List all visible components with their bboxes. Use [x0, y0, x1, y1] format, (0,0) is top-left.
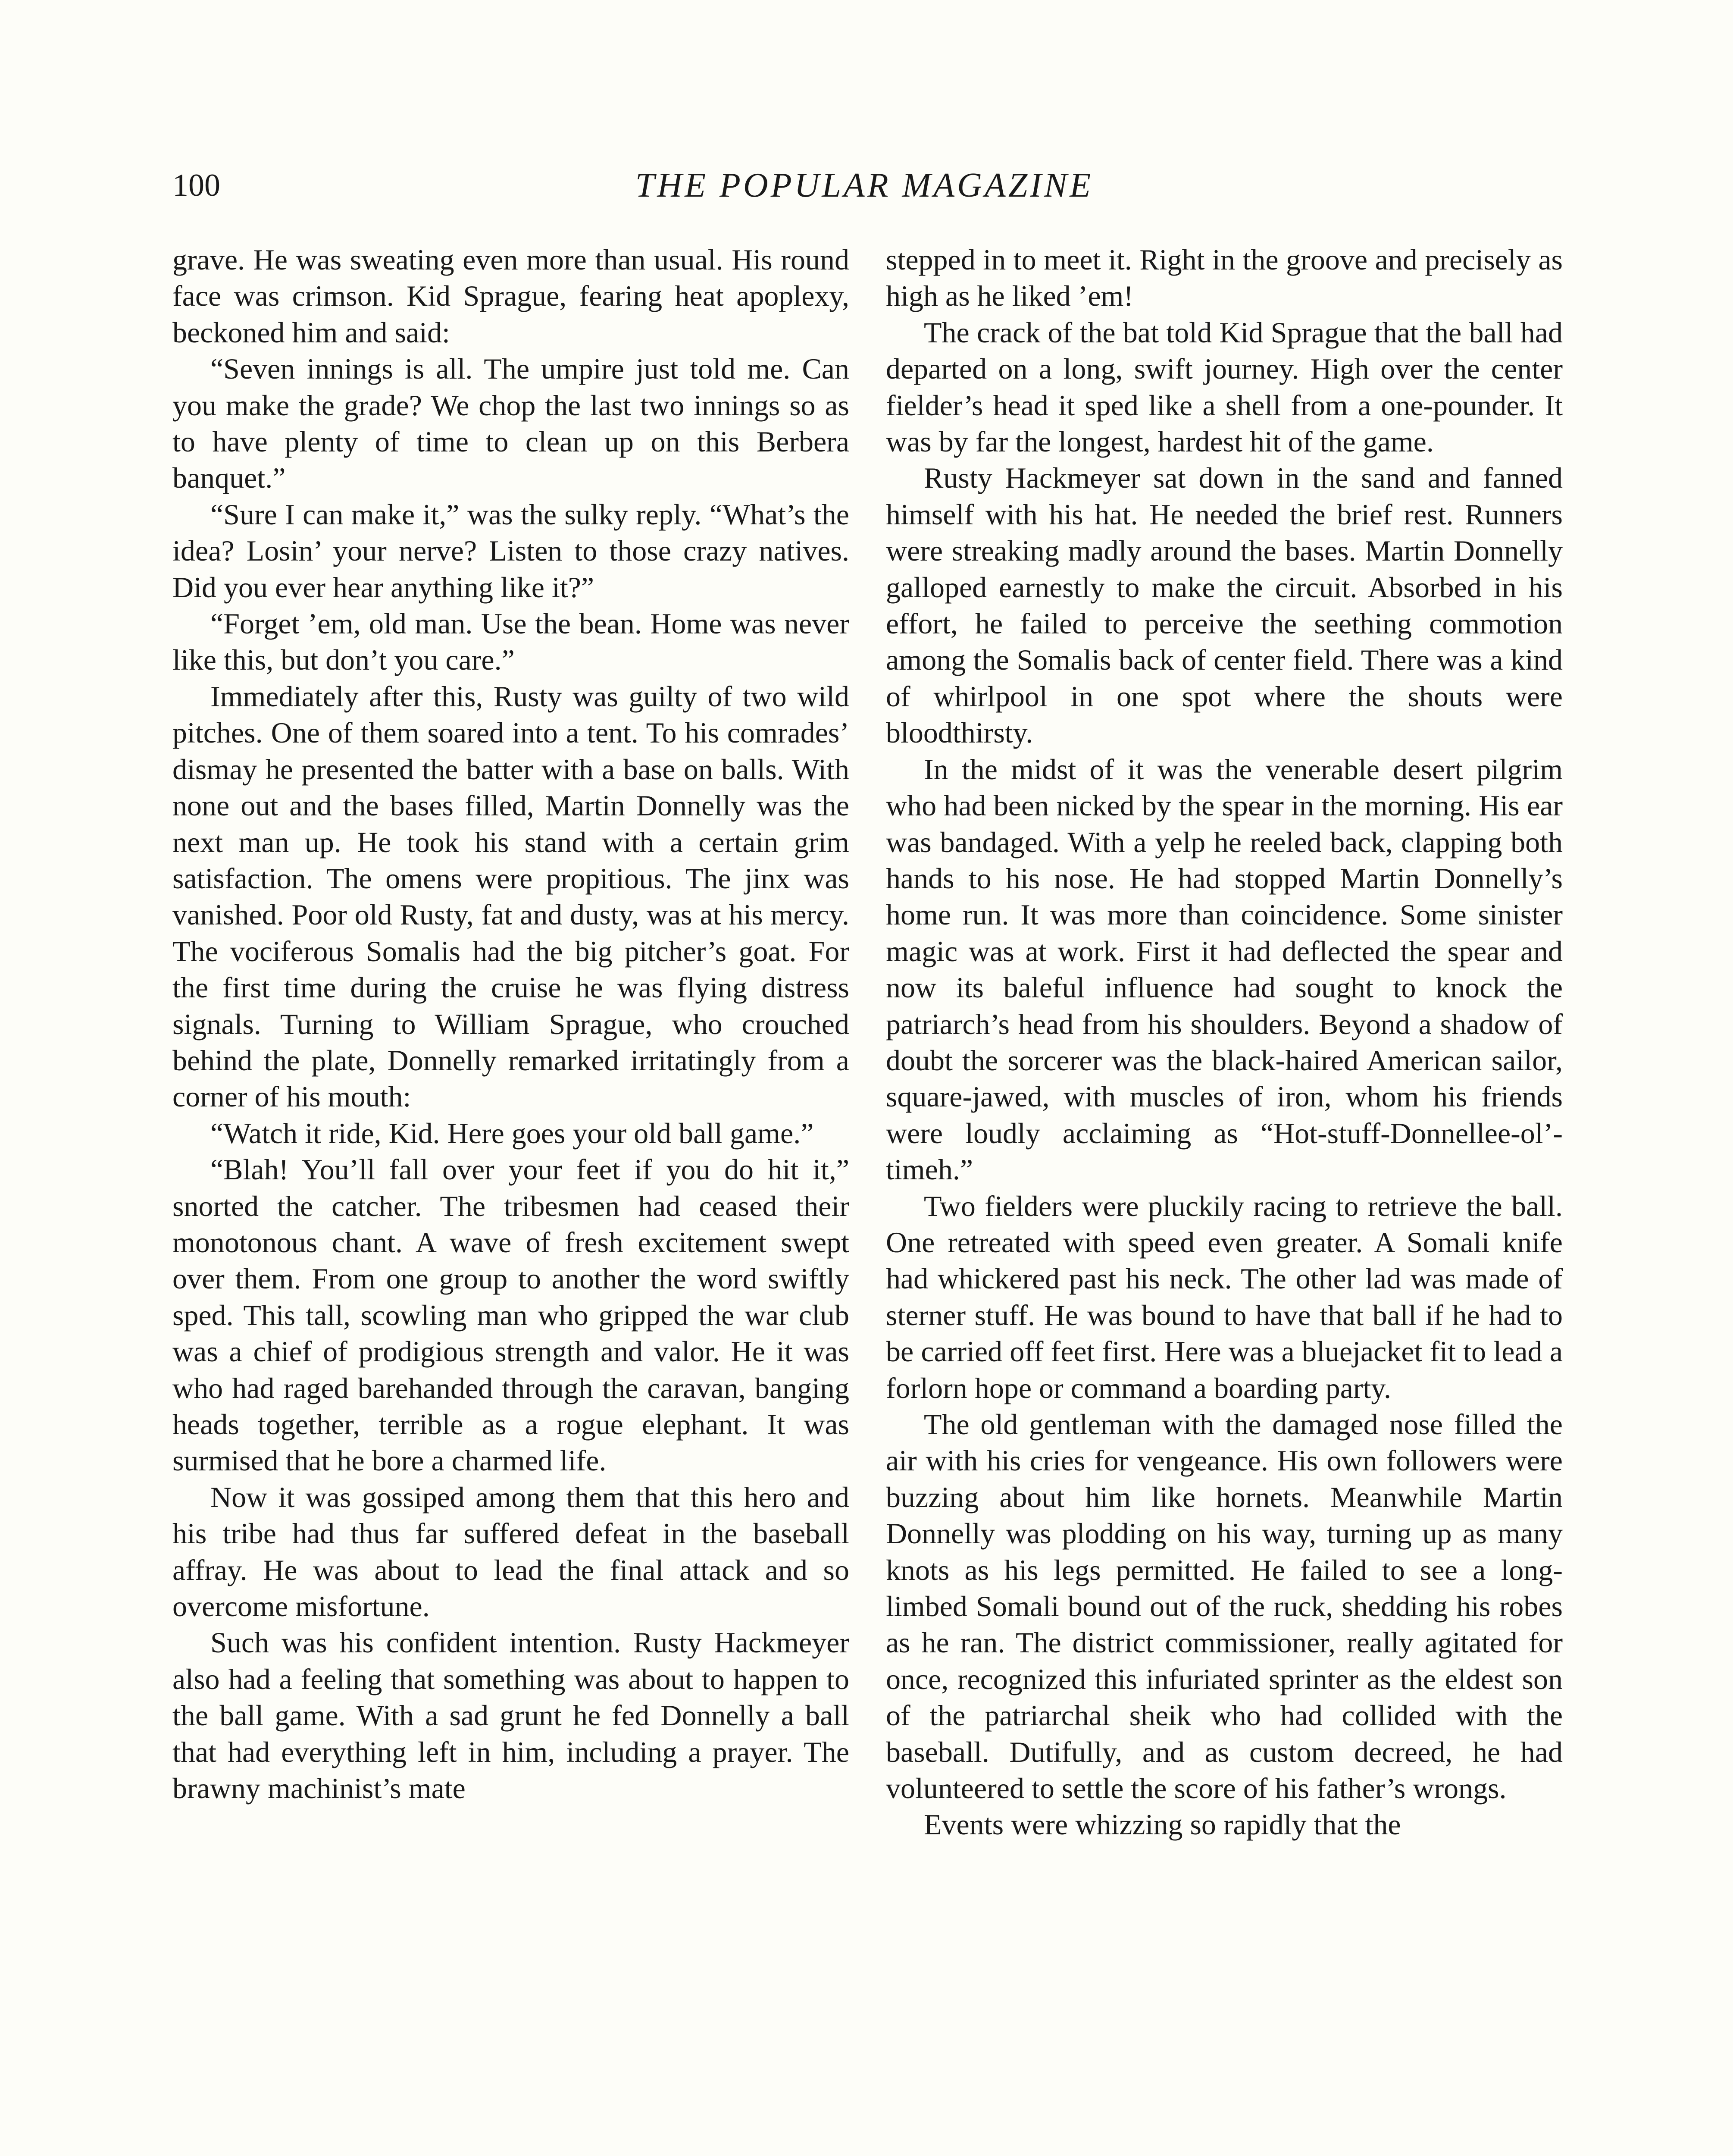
paragraph: The crack of the bat told Kid Sprague that the ball had departed on a long, swift journey. High over the center fielder’s head it sped like a shell from a one-pounder. It was by far the longest, hardest hit of the game. — [886, 316, 1563, 458]
page-header — [172, 164, 1556, 211]
paragraph: grave. He was sweating even more than usual. His round face was crimson. Kid Sprague, fearing heat apoplexy, beckoned him and said: — [172, 243, 849, 349]
paragraph: Immediately after this, Rusty was guilty of two wild pitches. One of them soared into a tent. To his comrades’ dismay he presented the batter with a base on balls. With none out and the bases filled, Martin Donnelly was the next man up. He took his stand with a certain grim satisfaction. The omens were propitious. The jinx was vanished. Poor old Rusty, fat and dusty, was at his mercy. The vociferous Somalis had the big pitcher’s goat. For the first time during the cruise he was flying distress signals. Turning to William Sprague, who crouched behind the plate, Donnelly remarked irritatingly from a corner of his mouth: — [172, 680, 849, 1113]
paragraph: The old gentleman with the damaged nose filled the air with his cries for vengeance. His own followers were buzzing about him like hornets. Meanwhile Martin Donnelly was plodding on his way, turning up as many knots as his legs permitted. He failed to see a long-limbed Somali bound out of the ruck, shedding his robes as he ran. The district commissioner, really agitated for once, recognized this infuriated sprinter as the eldest son of the patriarchal sheik who had collided with the baseball. Dutifully, and as custom decreed, he had volunteered to settle the score of his father’s wrongs. — [886, 1408, 1563, 1805]
paragraph: “Watch it ride, Kid. Here goes your old ball game.” — [210, 1116, 814, 1150]
paragraph: “Blah! You’ll fall over your feet if you do hit it,” snorted the catcher. The tribesmen had ceased their monotonous chant. A wave of fresh excitement swept over them. From one group to another the word swiftly sped. This tall, scowling man who gripped the war club was a chief of prodigious strength and valor. He it was who had raged barehanded through the caravan, banging heads together, terrible as a rogue elephant. It was surmised that he bore a charmed life. — [172, 1153, 849, 1477]
paragraph: “Sure I can make it,” was the sulky reply. “What’s the idea? Losin’ your nerve? Listen to those crazy natives. Did you ever hear anything like it?” — [172, 498, 849, 604]
paragraph: In the midst of it was the venerable desert pilgrim who had been nicked by the spear in the morning. His ear was bandaged. With a yelp he reeled back, clapping both hands to his nose. He had stopped Martin Donnelly’s home run. It was more than coincidence. Some sinister magic was at work. First it had deflected the spear and now its baleful influence had sought to knock the patriarch’s head from his shoulders. Beyond a shadow of doubt the sorcerer was the black-haired American sailor, square-jawed, with muscles of iron, whom his friends were loudly acclaiming as “Hot-stuff-Donnellee-ol’-timeh.” — [886, 752, 1563, 1186]
page-number: 100 — [172, 168, 220, 203]
paragraph: Two fielders were pluckily racing to retrieve the ball. One retreated with speed even greater. A Somali knife had whickered past his neck. The other lad was made of sterner stuff. He was bound to have that ball if he had to be carried off feet first. Here was a bluejacket fit to lead a forlorn hope or command a boarding party. — [886, 1189, 1563, 1404]
paragraph: “Seven innings is all. The umpire just told me. Can you make the grade? We chop the last two innings so as to have plenty of time to clean up on this Berbera banquet.” — [172, 352, 849, 495]
paragraph: Now it was gossiped among them that this hero and his tribe had thus far suffered defeat in the baseball affray. He was about to lead the final attack and so overcome misfortune. — [172, 1480, 849, 1623]
paragraph: Events were whizzing so rapidly that the — [924, 1808, 1401, 1841]
paragraph: Rusty Hackmeyer sat down in the sand and fanned himself with his hat. He needed the brief rest. Runners were streaking madly around the bases. Martin Donnelly galloped earnestly to make the circuit. Absorbed in his effort, he failed to perceive the seething commotion among the Somalis back of center field. There was a kind of whirlpool in one spot where the shouts were bloodthirsty. — [886, 461, 1563, 749]
right-column — [886, 241, 1563, 1843]
paragraph: “Forget ’em, old man. Use the bean. Home was never like this, but don’t you care.” — [172, 607, 849, 677]
paragraph: Such was his confident intention. Rusty Hackmeyer also had a feeling that something was about to happen to the ball game. With a sad grunt he fed Donnelly a ball that had everything left in him, including a prayer. The brawny machinist’s mate — [172, 1626, 849, 1805]
paragraph: stepped in to meet it. Right in the groove and precisely as high as he liked ’em! — [886, 243, 1563, 313]
running-title: THE POPULAR MAGAZINE — [635, 166, 1094, 204]
left-column — [172, 241, 849, 1806]
